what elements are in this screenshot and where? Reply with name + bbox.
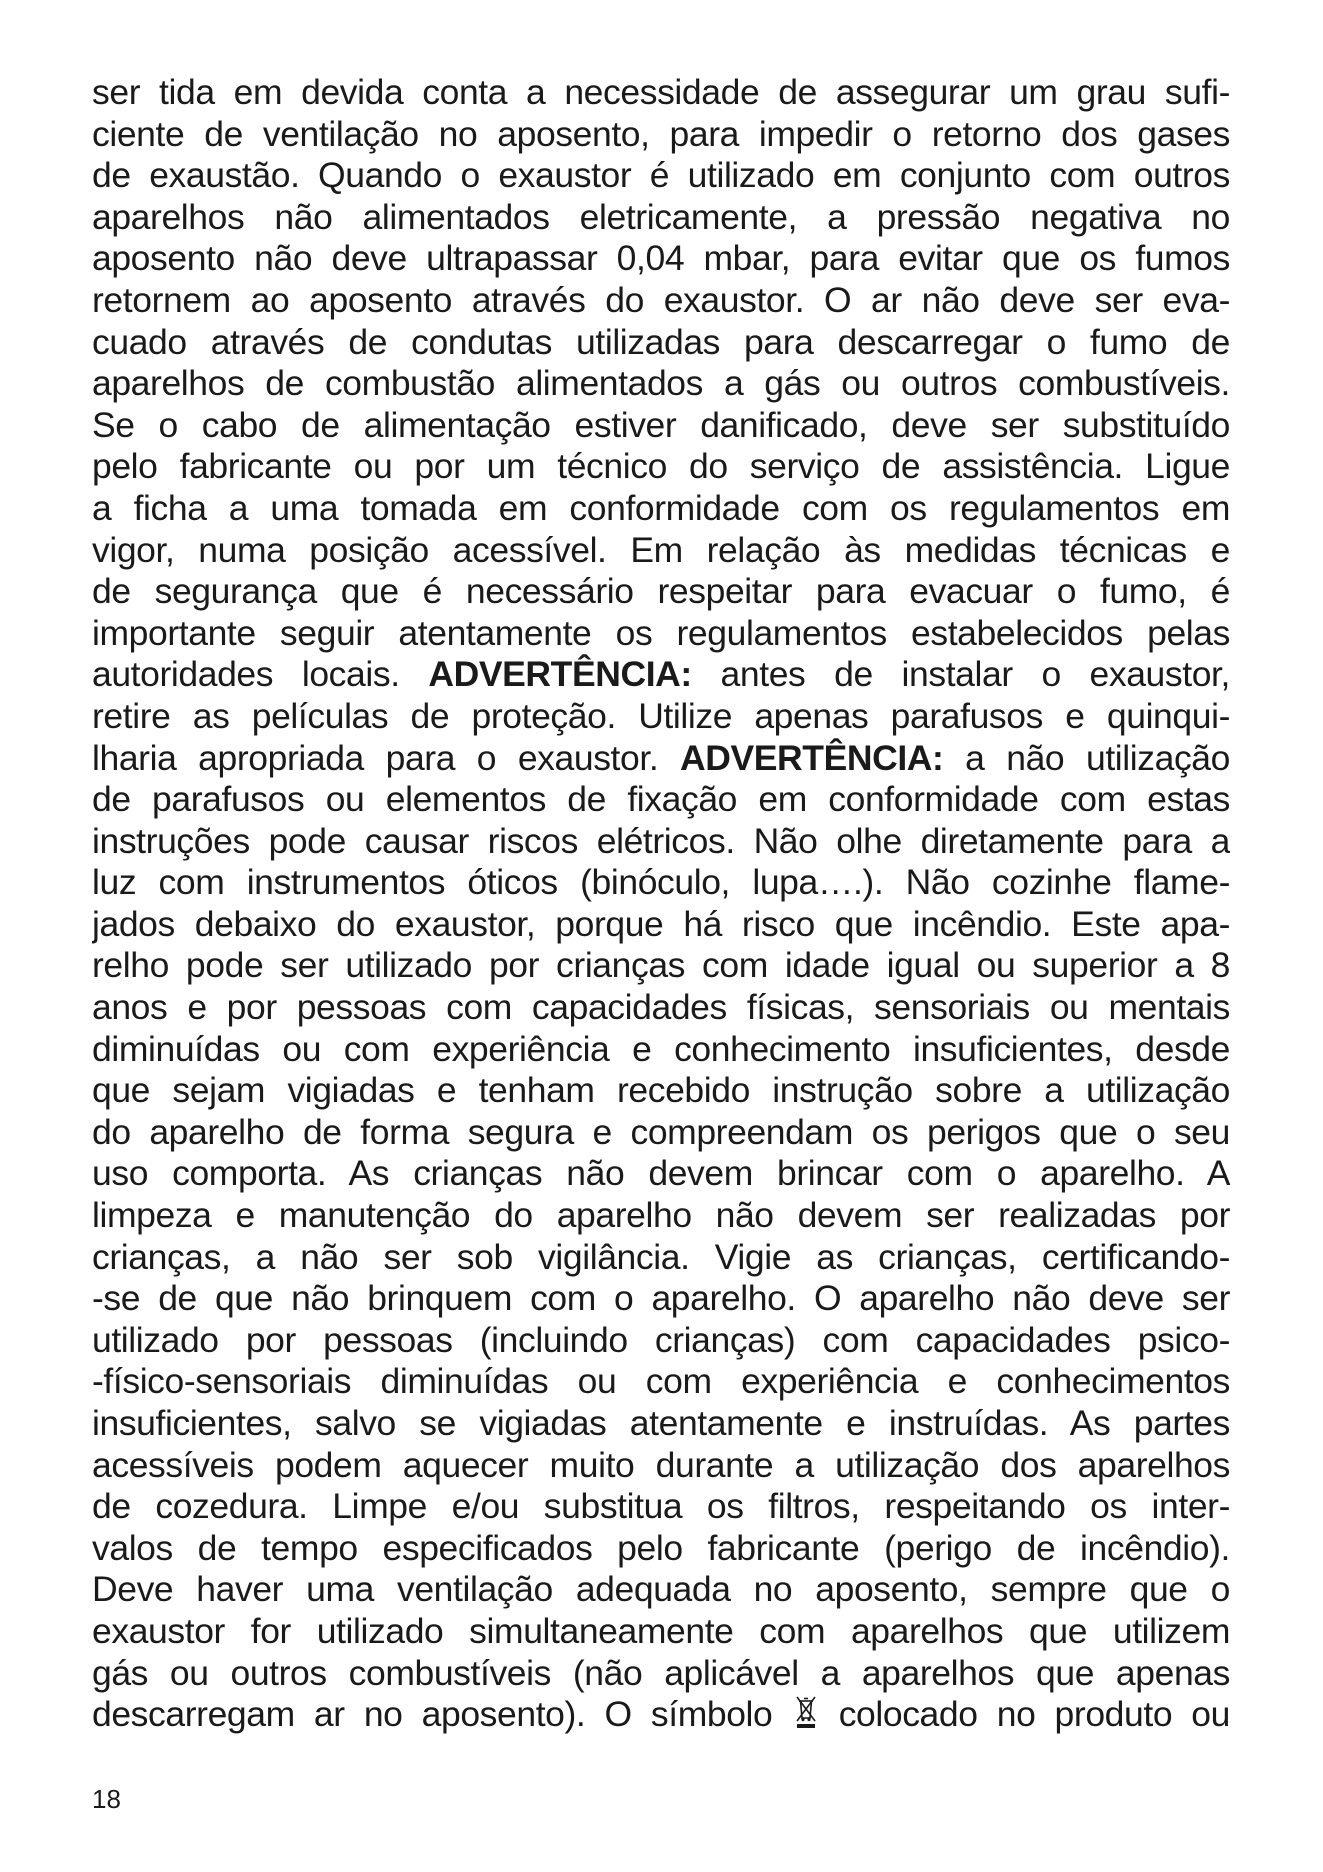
body-text [92,72,1230,1736]
text-line: -físico-sensoriais diminuídas ou com experiência e conhecimentos [92,1361,1230,1402]
text-line: utilizado por pessoas (incluindo crianças) com capacidades psico- [92,1319,1230,1360]
text-line: Deve haver uma ventilação adequada no aposento, sempre que o [92,1569,1230,1610]
text-line: importante seguir atentamente os regulamentos estabelecidos pelas [92,612,1230,653]
text-line: instruções pode causar riscos elétricos. Não olhe diretamente para a [92,820,1230,861]
text-line: de segurança que é necessário respeitar para evacuar o fumo, é [92,571,1230,612]
text-line: ciente de ventilação no aposento, para impedir o retorno dos gases [92,113,1230,154]
text-line: acessíveis podem aquecer muito durante a utilização dos aparelhos [92,1444,1230,1485]
text-segment: antes de instalar o exaustor, [720,654,1230,695]
text-line: jados debaixo do exaustor, porque há risco que incêndio. Este apa- [92,903,1230,944]
warning-label: ADVERTÊNCIA: [680,737,944,778]
text-line: vigor, numa posição acessível. Em relação às medidas técnicas e [92,529,1230,570]
page-number: 18 [92,1784,121,1814]
text-line: de parafusos ou elementos de fixação em conformidade com estas [92,779,1230,820]
text-line: limpeza e manutenção do aparelho não devem ser realizadas por [92,1195,1230,1236]
text-line: aparelhos de combustão alimentados a gás ou outros combustíveis. [92,363,1230,404]
text-line: Se o cabo de alimentação estiver danificado, deve ser substituído [92,404,1230,445]
text-line: insuficientes, salvo se vigiadas atentamente e instruídas. As partes [92,1403,1230,1443]
text-line-with-warning [92,654,1230,696]
text-line: de cozedura. Limpe e/ou substitua os filtros, respeitando os inter- [92,1486,1230,1527]
text-line: de exaustão. Quando o exaustor é utilizado em conjunto com outros [92,155,1230,196]
text-line: que sejam vigiadas e tenham recebido instrução sobre a utilização [92,1070,1230,1111]
text-line: -se de que não brinquem com o aparelho. O aparelho não deve ser [92,1278,1230,1319]
text-line: relho pode ser utilizado por crianças com idade igual ou superior a 8 [92,945,1230,986]
text-line: aparelhos não alimentados eletricamente, a pressão negativa no [92,196,1230,237]
text-line: cuado através de condutas utilizadas para descarregar o fumo de [92,321,1230,362]
text-segment: lharia apropriada para o exaustor. [92,737,659,778]
text-segment: autoridades locais. [92,654,400,695]
text-line: valos de tempo especificados pelo fabricante (perigo de incêndio). [92,1527,1230,1568]
text-segment: colocado no produto ou [838,1694,1230,1735]
warning-label: ADVERTÊNCIA: [428,654,692,695]
text-line: anos e por pessoas com capacidades físicas, sensoriais ou mentais [92,987,1230,1028]
text-line: luz com instrumentos óticos (binóculo, lupa….). Não cozinhe flame- [92,862,1230,903]
text-line: retornem ao aposento através do exaustor. O ar não deve ser eva- [92,279,1230,320]
text-line: a ficha a uma tomada em conformidade com os regulamentos em [92,487,1230,528]
crossed-out-wheelie-bin-icon [794,1694,818,1730]
text-line: exaustor for utilizado simultaneamente com aparelhos que utilizem [92,1610,1230,1651]
text-line: diminuídas ou com experiência e conhecimento insuficientes, desde [92,1028,1230,1069]
text-line-with-warning [92,738,1230,780]
text-line: do aparelho de forma segura e compreendam os perigos que o seu [92,1111,1230,1152]
text-line: crianças, a não ser sob vigilância. Vigie as crianças, certificando- [92,1236,1230,1277]
text-line: ser tida em devida conta a necessidade de assegurar um grau sufi- [92,72,1230,112]
text-line-with-symbol [92,1694,1230,1736]
text-segment: descarregam ar no aposento). O símbolo [92,1694,773,1735]
text-line: retire as películas de proteção. Utilize apenas parafusos e quinqui- [92,695,1230,736]
text-line: uso comporta. As crianças não devem brincar com o aparelho. A [92,1153,1230,1194]
text-line: gás ou outros combustíveis (não aplicável a aparelhos que apenas [92,1652,1230,1693]
text-line: pelo fabricante ou por um técnico do serviço de assistência. Ligue [92,446,1230,487]
text-line: aposento não deve ultrapassar 0,04 mbar, para evitar que os fumos [92,238,1230,279]
text-segment: a não utilização [965,737,1230,778]
